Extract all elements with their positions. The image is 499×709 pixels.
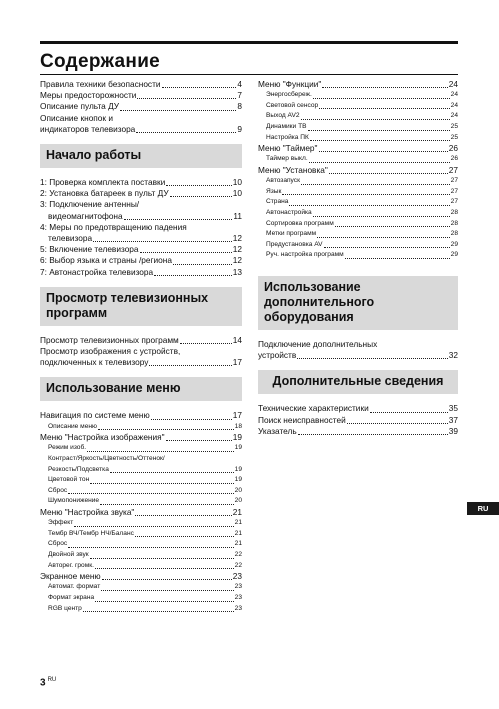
dot-leader [370, 412, 448, 413]
dot-leader [282, 194, 449, 195]
dot-leader [310, 140, 450, 141]
dot-leader [322, 87, 447, 88]
dot-leader [319, 108, 449, 109]
entry-label: Меню "Функции" [258, 79, 322, 89]
dot-leader [313, 98, 450, 99]
toc-entry[interactable] [40, 267, 242, 278]
toc-subentry[interactable] [40, 604, 242, 615]
entry-page-number: 14 [232, 334, 242, 345]
toc-entry[interactable] [258, 426, 458, 437]
entry-label: Автомат. формат [48, 583, 101, 591]
toc-subentry[interactable] [258, 111, 458, 122]
entry-label: Описание меню [48, 422, 97, 430]
toc-entry[interactable] [40, 101, 242, 112]
entry-page-number: 32 [448, 350, 458, 361]
entry-page-number: 29 [450, 251, 458, 259]
dot-leader [154, 275, 232, 276]
entry-page-number: 37 [448, 414, 458, 425]
dot-leader [166, 185, 231, 186]
toc-subentry[interactable] [40, 454, 242, 475]
dot-leader [151, 419, 232, 420]
entry-page-number: 8 [237, 101, 242, 112]
entry-label: Динамики ТВ [266, 122, 307, 130]
entry-page-number: 26 [448, 143, 458, 154]
toc-entry[interactable] [40, 335, 242, 346]
dot-leader [90, 558, 234, 559]
dot-leader [298, 434, 448, 435]
entry-label-line2-row [40, 124, 242, 135]
entry-label: 2: Установка батареек в пульт ДУ [40, 188, 169, 199]
entry-page-number: 13 [232, 266, 242, 277]
entry-page-number: 28 [450, 208, 458, 216]
entry-label: Правила техники безопасности [40, 79, 161, 89]
entry-page-number: 19 [234, 444, 242, 452]
toc-subentry[interactable] [258, 229, 458, 240]
entry-page-number: 21 [234, 529, 242, 537]
entry-label: Меню "Настройка изображения" [40, 432, 165, 443]
toc-entry[interactable] [40, 90, 242, 101]
entry-page-number: 27 [450, 187, 458, 195]
title-rule [40, 74, 458, 75]
entry-label-line2-row [40, 357, 242, 368]
dot-leader [74, 526, 233, 527]
dot-leader [68, 493, 233, 494]
toc-subentry[interactable] [40, 443, 242, 454]
toc-subentry[interactable] [258, 208, 458, 219]
dot-leader [140, 252, 232, 253]
entry-label: Двойной звук [48, 551, 89, 558]
entry-page-number: 23 [232, 571, 242, 582]
toc-left-column [40, 79, 242, 614]
entry-page-number: 24 [448, 79, 458, 89]
section-heading: Дополнительные сведения [258, 370, 458, 394]
dot-leader [162, 87, 237, 88]
entry-label-line2: подключенных к телевизору [40, 357, 149, 368]
entry-label: Энергосбереж. [266, 91, 312, 99]
toc-entry[interactable] [40, 222, 242, 244]
toc-subentry[interactable] [258, 219, 458, 230]
entry-page-number: 11 [233, 210, 242, 221]
dot-leader [301, 119, 450, 120]
entry-page-number: 21 [234, 540, 242, 548]
dot-leader [136, 132, 236, 133]
section-heading: Начало работы [40, 144, 242, 168]
toc-subentry[interactable] [40, 582, 242, 593]
entry-label: Шумопонижение [48, 497, 100, 505]
entry-label: 1: Проверка комплекта поставки [40, 177, 166, 188]
dot-leader [289, 205, 449, 206]
dot-leader [90, 483, 233, 484]
entry-page-number: 39 [448, 425, 458, 436]
toc-entry[interactable] [258, 165, 458, 176]
entry-label: Автонастройка [266, 208, 312, 216]
entry-page-number: 21 [232, 507, 242, 518]
entry-label-line2-row [40, 211, 242, 222]
entry-page-number: 17 [232, 410, 242, 421]
entry-label: Просмотр телевизионных программ [40, 334, 179, 345]
dot-leader [173, 264, 232, 265]
entry-page-number: 21 [234, 519, 242, 527]
entry-label: Меню "Настройка звука" [40, 507, 135, 518]
entry-page-number: 19 [232, 432, 242, 443]
page-language: RU [47, 677, 57, 683]
entry-label: Таймер выкл. [266, 155, 308, 163]
entry-label: 5: Включение телевизора [40, 244, 139, 255]
dot-leader [308, 130, 450, 131]
entry-label: Эффект [48, 519, 74, 527]
entry-page-number: 23 [234, 604, 242, 612]
dot-leader [137, 98, 236, 99]
entry-label: Экранное меню [40, 571, 101, 582]
toc-entry[interactable] [258, 339, 458, 361]
toc-entry[interactable] [40, 255, 242, 266]
toc-subentry[interactable] [258, 197, 458, 208]
entry-label-line1: 4: Меры по предотвращению падения [40, 221, 187, 232]
entry-label-line2-row [48, 465, 242, 476]
toc-subentry[interactable] [258, 154, 458, 165]
dot-leader [83, 611, 234, 612]
dot-leader [166, 440, 232, 441]
dot-leader [87, 451, 234, 452]
dot-leader [319, 151, 448, 152]
entry-page-number: 27 [448, 164, 458, 175]
dot-leader [98, 429, 234, 430]
toc-entry[interactable] [40, 177, 242, 188]
entry-label-line1: Подключение дополнительных [258, 338, 378, 349]
entry-label: 6: Выбор языка и страны /региона [40, 255, 172, 266]
dot-leader [170, 196, 232, 197]
toc-subentry[interactable] [258, 101, 458, 112]
entry-page-number: 22 [234, 561, 242, 569]
toc-subentry[interactable] [40, 486, 242, 497]
dot-leader [68, 547, 233, 548]
entry-page-number: 10 [232, 177, 242, 188]
entry-label: Метки программ [266, 230, 317, 238]
entry-label: Выход AV2 [266, 112, 300, 120]
toc-subentry[interactable] [258, 176, 458, 187]
page-number: 3 [40, 677, 46, 689]
entry-label-line2: телевизора [48, 233, 93, 244]
entry-page-number: 12 [232, 233, 242, 244]
dot-leader [301, 184, 450, 185]
toc-entry[interactable] [40, 432, 242, 443]
entry-page-number: 25 [450, 122, 458, 130]
entry-label: Поиск неисправностей [258, 414, 346, 425]
entry-label-line2-row [258, 350, 458, 361]
entry-label: Меры предосторожности [40, 90, 137, 101]
entry-label: Меню "Таймер" [258, 143, 318, 154]
entry-label: Сброс [48, 540, 68, 548]
dot-leader [335, 226, 450, 227]
entry-label-line1: Просмотр изображения с устройств, [40, 346, 181, 357]
entry-page-number: 29 [450, 240, 458, 248]
entry-label: 7: Автонастройка телевизора [40, 266, 154, 277]
toc-subentry[interactable] [40, 475, 242, 486]
toc-subentry[interactable] [258, 90, 458, 101]
entry-page-number: 23 [234, 593, 242, 601]
toc-subentry[interactable] [258, 187, 458, 198]
language-badge: RU [467, 502, 499, 515]
toc-subentry[interactable] [40, 539, 242, 550]
entry-label: Сброс [48, 486, 68, 494]
entry-label: Указатель [258, 425, 297, 436]
entry-label-line2: видеомагнитофона [48, 210, 123, 221]
entry-page-number: 20 [234, 486, 242, 494]
toc-subentry[interactable] [40, 550, 242, 561]
dot-leader [101, 590, 233, 591]
entry-label: Технические характеристики [258, 403, 369, 414]
entry-label: Описание пульта ДУ [40, 101, 120, 112]
entry-page-number: 10 [232, 188, 242, 199]
toc-entry[interactable] [40, 244, 242, 255]
entry-label: RGB центр [48, 604, 82, 612]
dot-leader [100, 504, 234, 505]
dot-leader [297, 358, 448, 359]
entry-label-line2: индикаторов телевизора [40, 123, 136, 134]
entry-page-number: 12 [232, 244, 242, 255]
entry-page-number: 12 [232, 255, 242, 266]
entry-label: Авторег. громк. [48, 561, 94, 569]
toc-subentry[interactable] [258, 133, 458, 144]
entry-page-number: 7 [237, 90, 242, 101]
entry-label-line2: устройств [258, 350, 297, 361]
dot-leader [180, 343, 232, 344]
toc-entry[interactable] [40, 79, 242, 90]
toc-entry[interactable] [258, 143, 458, 154]
dot-leader [93, 241, 232, 242]
entry-label-line1: 3: Подключение антенны/ [40, 199, 140, 210]
toc-subentry[interactable] [40, 593, 242, 604]
dot-leader [345, 258, 450, 259]
entry-label: Формат экрана [48, 593, 95, 601]
section-heading: Использование меню [40, 377, 242, 401]
entry-page-number: 9 [237, 123, 242, 134]
dot-leader [135, 536, 234, 537]
entry-page-number: 28 [450, 219, 458, 227]
entry-label: Цветовой тон [48, 476, 90, 484]
dot-leader [95, 601, 234, 602]
toc-entry[interactable] [40, 188, 242, 199]
entry-page-number: 24 [450, 91, 458, 99]
toc-entry[interactable] [258, 415, 458, 426]
entry-label: Навигация по системе меню [40, 410, 150, 421]
entry-page-number: 27 [450, 177, 458, 185]
dot-leader [149, 365, 231, 366]
entry-page-number: 18 [234, 422, 242, 430]
entry-page-number: 17 [232, 357, 242, 368]
entry-page-number: 26 [450, 155, 458, 163]
dot-leader [124, 219, 233, 220]
dot-leader [329, 173, 448, 174]
dot-leader [135, 515, 231, 516]
section-heading: Использование дополнительного оборудования [258, 276, 458, 330]
entry-label: Сортировка программ [266, 219, 334, 227]
entry-page-number: 4 [237, 79, 242, 89]
toc-right-column [258, 79, 458, 437]
entry-label-line1: Контраст/Яркость/Цветность/Оттенок/ [48, 455, 165, 463]
dot-leader [347, 423, 448, 424]
top-rule-thick [40, 41, 458, 44]
entry-label: Меню "Установка" [258, 164, 328, 175]
toc-subentry[interactable] [258, 250, 458, 261]
entry-page-number: 35 [448, 403, 458, 414]
entry-page-number: 20 [234, 497, 242, 505]
entry-page-number: 23 [234, 583, 242, 591]
dot-leader [102, 579, 232, 580]
entry-page-number: 27 [450, 198, 458, 206]
dot-leader [120, 110, 236, 111]
section-heading: Просмотр телевизионных программ [40, 287, 242, 326]
toc-entry[interactable] [40, 507, 242, 518]
toc-entry[interactable] [258, 403, 458, 414]
dot-leader [95, 568, 234, 569]
entry-label-line2: Резкость/Подсветка [48, 465, 109, 473]
dot-leader [309, 162, 450, 163]
toc-entry[interactable] [40, 571, 242, 582]
toc-subentry[interactable] [40, 422, 242, 433]
entry-label: Предустановка AV [266, 240, 323, 248]
page-title: Содержание [40, 51, 161, 72]
entry-page-number: 19 [234, 465, 242, 473]
toc-subentry[interactable] [40, 518, 242, 529]
toc-subentry[interactable] [40, 529, 242, 540]
entry-page-number: 24 [450, 101, 458, 109]
entry-page-number: 22 [234, 551, 242, 558]
toc-entry[interactable] [40, 199, 242, 221]
dot-leader [324, 247, 450, 248]
entry-label: Страна [266, 198, 289, 206]
entry-label-line1: Описание кнопок и [40, 112, 113, 123]
entry-label: Автозапуск [266, 177, 300, 185]
entry-label: Режим изоб. [48, 444, 87, 452]
toc-subentry[interactable] [258, 122, 458, 133]
toc-subentry[interactable] [258, 240, 458, 251]
entry-page-number: 28 [450, 230, 458, 238]
entry-label: Руч. настройка программ [266, 251, 344, 259]
toc-entry[interactable] [40, 410, 242, 421]
toc-entry[interactable] [40, 113, 242, 135]
dot-leader [110, 472, 234, 473]
entry-label-line2-row [40, 233, 242, 244]
entry-label: Язык [266, 187, 282, 195]
entry-label: Настройка ПК [266, 133, 309, 141]
entry-page-number: 19 [234, 476, 242, 484]
toc-entry[interactable] [40, 346, 242, 368]
toc-subentry[interactable] [40, 561, 242, 572]
page-footer [40, 677, 56, 688]
dot-leader [313, 216, 450, 217]
entry-label: Тембр ВЧ/Тембр НЧ/Баланс [48, 529, 134, 537]
entry-label: Световой сенсор [266, 101, 319, 109]
entry-page-number: 24 [450, 112, 458, 120]
entry-page-number: 25 [450, 133, 458, 141]
dot-leader [317, 237, 450, 238]
toc-entry[interactable] [258, 79, 458, 90]
toc-subentry[interactable] [40, 496, 242, 507]
